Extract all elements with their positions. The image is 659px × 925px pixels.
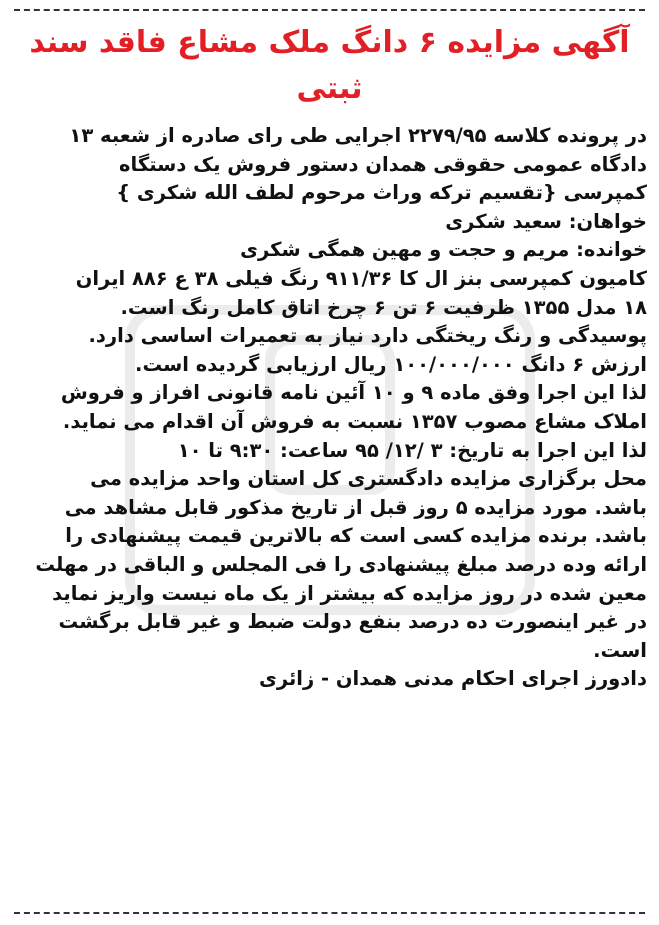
body-line: است. xyxy=(593,638,647,662)
body-line: باشد. برنده مزایده کسی است که بالاترین قیمت پیشنهادی را xyxy=(65,524,647,548)
bottom-dashed-divider xyxy=(14,912,645,914)
title-line-1: آگهی مزایده ۶ دانگ ملک مشاع فاقد سند xyxy=(29,25,630,60)
body-line: لذا این اجرا وفق ماده ۹ و ۱۰ آئین نامه قانونی افراز و فروش xyxy=(60,381,647,405)
body-line: در غیر اینصورت ده درصد بنفع دولت ضبط و غیر قابل برگشت xyxy=(58,610,647,634)
body-line: معین شده در روز مزایده که بیشتر از یک ماه نیست واریز نماید xyxy=(52,581,647,605)
plaintiff-line: خواهان: سعید شکری xyxy=(445,209,647,233)
body-line: املاک مشاع مصوب ۱۳۵۷ نسبت به فروش آن اقدام می نماید. xyxy=(62,409,647,433)
body-line: کمپرسی {تقسیم ترکه وراث مرحوم لطف الله شکری } xyxy=(116,181,647,205)
title-line-2: ثبتی xyxy=(296,71,363,106)
body-line: ۱۸ مدل ۱۳۵۵ ظرفیت ۶ تن ۶ چرخ اتاق کامل رنگ است. xyxy=(120,295,647,319)
notice-title xyxy=(12,20,647,112)
defendant-line: خوانده: مریم و حجت و مهین همگی شکری xyxy=(240,238,647,262)
valuation-line: ارزش ۶ دانگ ۱۰۰/۰۰۰/۰۰۰ ریال ارزیابی گردیده است. xyxy=(135,352,647,376)
body-line: کامیون کمپرسی بنز ال کا ۹۱۱/۳۶ رنگ فیلی ۳۸ ع ۸۸۶ ایران xyxy=(75,266,647,290)
body-line: باشد. مورد مزایده ۵ روز قبل از تاریخ مذکور قابل مشاهد می xyxy=(64,495,647,519)
body-line: پوسیدگی و رنگ ریختگی دارد نیاز به تعمیرات اساسی دارد. xyxy=(88,324,647,348)
auction-date-line: لذا این اجرا به تاریخ: ۳ /۱۲/ ۹۵ ساعت: ۹:۳۰ تا ۱۰ xyxy=(177,438,647,462)
body-line: ارائه وده درصد مبلغ پیشنهادی را فی المجلس و الباقی در مهلت xyxy=(35,552,647,576)
top-dashed-divider xyxy=(14,9,645,11)
body-line: محل برگزاری مزایده دادگستری کل استان واحد مزایده می xyxy=(90,467,647,491)
notice-body xyxy=(12,122,647,694)
body-line: در پرونده کلاسه ۲۲۷۹/۹۵ اجرایی طی رای صادره از شعبه ۱۳ xyxy=(69,124,647,147)
signature-line: دادورز اجرای احکام مدنی همدان - زائری xyxy=(258,667,647,691)
body-line: دادگاه عمومی حقوقی همدان دستور فروش یک دستگاه xyxy=(119,152,647,176)
